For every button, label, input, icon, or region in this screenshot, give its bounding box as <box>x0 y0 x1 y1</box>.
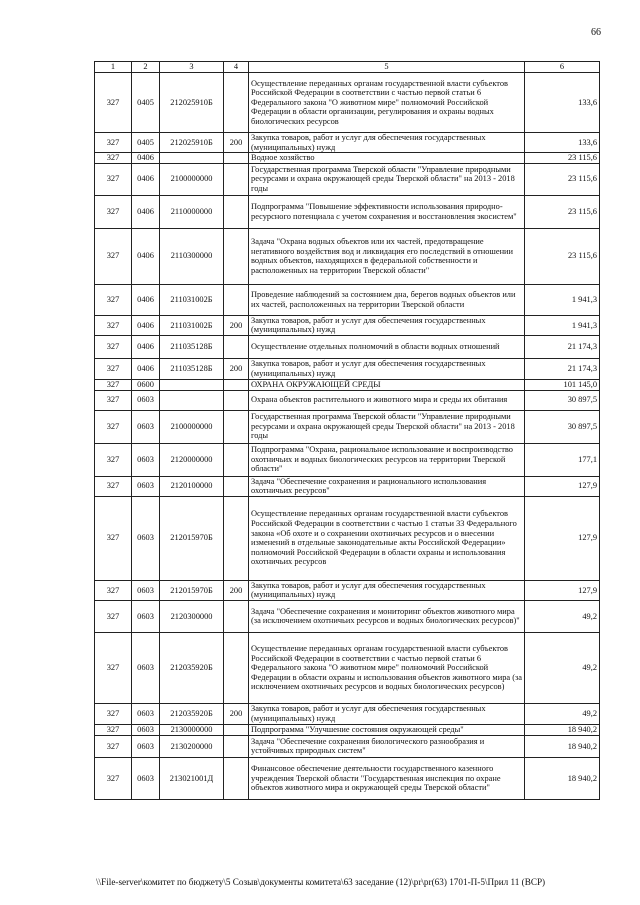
admin-code-cell: 327 <box>95 153 132 164</box>
table-row <box>95 724 600 735</box>
expense-type-cell <box>224 163 249 195</box>
expense-type-cell <box>224 390 249 410</box>
description-cell: Задача "Обеспечение сохранения биологического разнообразия и устойчивых природных систем" <box>249 735 525 757</box>
amount-cell: 30 897,5 <box>525 410 600 443</box>
target-article-cell <box>160 153 224 164</box>
expense-type-cell <box>224 600 249 632</box>
section-code-cell: 0603 <box>132 496 160 580</box>
description-cell: ОХРАНА ОКРУЖАЮЩЕЙ СРЕДЫ <box>249 379 525 390</box>
target-article-cell: 212025910Б <box>160 133 224 153</box>
description-cell: Задача "Обеспечение сохранения и рационального использования охотничьих ресурсов" <box>249 476 525 496</box>
target-article-cell: 2130000000 <box>160 724 224 735</box>
expense-type-cell <box>224 632 249 703</box>
target-article-cell: 213021001Д <box>160 757 224 799</box>
amount-cell: 18 940,2 <box>525 757 600 799</box>
admin-code-cell: 327 <box>95 358 132 379</box>
expense-type-cell: 200 <box>224 133 249 153</box>
target-article-cell: 2120300000 <box>160 600 224 632</box>
admin-code-cell: 327 <box>95 390 132 410</box>
amount-cell: 49,2 <box>525 600 600 632</box>
admin-code-cell: 327 <box>95 163 132 195</box>
section-code-cell: 0405 <box>132 73 160 133</box>
amount-cell: 177,1 <box>525 443 600 476</box>
description-cell: Закупка товаров, работ и услуг для обеспечения государственных (муниципальных) нужд <box>249 358 525 379</box>
amount-cell: 49,2 <box>525 632 600 703</box>
expense-type-cell <box>224 735 249 757</box>
description-cell: Закупка товаров, работ и услуг для обеспечения государственных (муниципальных) нужд <box>249 315 525 335</box>
section-code-cell: 0603 <box>132 443 160 476</box>
file-path-footer: \\File-server\комитет по бюджету\5 Созыв\документы комитета\63 заседание (12)\pr\pr(63) 1701-П-5\Прил 11 (ВСР) <box>96 877 546 887</box>
target-article-cell: 2120100000 <box>160 476 224 496</box>
header-cell: 4 <box>224 62 249 73</box>
description-cell: Подпрограмма "Охрана, рациональное использование и воспроизводство охотничьих и водных биологических ресурсов на территории Тверской области" <box>249 443 525 476</box>
amount-cell: 18 940,2 <box>525 735 600 757</box>
description-cell: Подпрограмма "Повышение эффективности использования природно-ресурсного потенциала с учетом сохранения и восстановления экосистем" <box>249 195 525 228</box>
target-article-cell: 212035920Б <box>160 632 224 703</box>
header-cell: 3 <box>160 62 224 73</box>
header-cell: 6 <box>525 62 600 73</box>
expense-type-cell <box>224 284 249 315</box>
table-row <box>95 600 600 632</box>
section-code-cell: 0406 <box>132 315 160 335</box>
section-code-cell: 0406 <box>132 284 160 315</box>
target-article-cell: 2110000000 <box>160 195 224 228</box>
admin-code-cell: 327 <box>95 757 132 799</box>
description-cell: Финансовое обеспечение деятельности государственного казенного учреждения Тверской области "Государственная инспекция по охране объектов животного мира и окружающей среды Тверской области" <box>249 757 525 799</box>
expense-type-cell: 200 <box>224 358 249 379</box>
expense-type-cell <box>224 73 249 133</box>
expense-type-cell <box>224 757 249 799</box>
target-article-cell: 211035128Б <box>160 358 224 379</box>
admin-code-cell: 327 <box>95 379 132 390</box>
amount-cell: 133,6 <box>525 73 600 133</box>
section-code-cell: 0406 <box>132 153 160 164</box>
admin-code-cell: 327 <box>95 315 132 335</box>
admin-code-cell: 327 <box>95 703 132 724</box>
amount-cell: 23 115,6 <box>525 228 600 284</box>
section-code-cell: 0603 <box>132 757 160 799</box>
expense-type-cell <box>224 195 249 228</box>
section-code-cell: 0600 <box>132 379 160 390</box>
description-cell: Подпрограмма "Улучшение состояния окружающей среды" <box>249 724 525 735</box>
table-row <box>95 757 600 799</box>
admin-code-cell: 327 <box>95 496 132 580</box>
expense-type-cell <box>224 476 249 496</box>
section-code-cell: 0603 <box>132 724 160 735</box>
description-cell: Осуществление отдельных полномочий в области водных отношений <box>249 335 525 358</box>
section-code-cell: 0603 <box>132 410 160 443</box>
description-cell: Государственная программа Тверской области "Управление природными ресурсами и охрана окружающей среды Тверской области" на 2013 - 2018 годы <box>249 410 525 443</box>
description-cell: Проведение наблюдений за состоянием дна, берегов водных объектов или их частей, расположенных на территории Тверской области <box>249 284 525 315</box>
expense-type-cell <box>224 724 249 735</box>
header-cell: 5 <box>249 62 525 73</box>
table-header-row <box>95 62 600 73</box>
target-article-cell: 212015970Б <box>160 580 224 600</box>
admin-code-cell: 327 <box>95 410 132 443</box>
table-row <box>95 580 600 600</box>
description-cell: Задача "Охрана водных объектов или их частей, предотвращение негативного воздействия вод и ликвидация его последствий в отношении водных объектов, находящихся в федеральной собственности и расположенных на территории Тверской области" <box>249 228 525 284</box>
admin-code-cell: 327 <box>95 228 132 284</box>
target-article-cell: 2110300000 <box>160 228 224 284</box>
table-row <box>95 379 600 390</box>
table-row <box>95 476 600 496</box>
amount-cell: 23 115,6 <box>525 195 600 228</box>
description-cell: Осуществление переданных органам государственной власти субъектов Российской Федерации в соответствии с частью первой статьи 6 Федерального закона "О животном мире" полномочий Российской Федерации в области организации, регулирования и охраны водных биологических ресурсов <box>249 73 525 133</box>
target-article-cell: 2100000000 <box>160 410 224 443</box>
table-row <box>95 315 600 335</box>
target-article-cell: 2130200000 <box>160 735 224 757</box>
expense-type-cell: 200 <box>224 315 249 335</box>
table-row <box>95 703 600 724</box>
section-code-cell: 0603 <box>132 735 160 757</box>
amount-cell: 49,2 <box>525 703 600 724</box>
expense-type-cell: 200 <box>224 580 249 600</box>
target-article-cell: 212015970Б <box>160 496 224 580</box>
target-article-cell: 2120000000 <box>160 443 224 476</box>
section-code-cell: 0406 <box>132 358 160 379</box>
admin-code-cell: 327 <box>95 443 132 476</box>
table-row <box>95 410 600 443</box>
admin-code-cell: 327 <box>95 195 132 228</box>
table-row <box>95 390 600 410</box>
target-article-cell <box>160 379 224 390</box>
table-row <box>95 735 600 757</box>
target-article-cell: 211031002Б <box>160 284 224 315</box>
table-row <box>95 335 600 358</box>
amount-cell: 23 115,6 <box>525 153 600 164</box>
amount-cell: 127,9 <box>525 580 600 600</box>
table-row <box>95 358 600 379</box>
table-row <box>95 195 600 228</box>
table-row <box>95 153 600 164</box>
amount-cell: 133,6 <box>525 133 600 153</box>
budget-table <box>94 61 600 800</box>
amount-cell: 1 941,3 <box>525 315 600 335</box>
header-cell: 1 <box>95 62 132 73</box>
section-code-cell: 0603 <box>132 632 160 703</box>
expense-type-cell <box>224 335 249 358</box>
amount-cell: 101 145,0 <box>525 379 600 390</box>
admin-code-cell: 327 <box>95 476 132 496</box>
section-code-cell: 0603 <box>132 600 160 632</box>
expense-type-cell <box>224 228 249 284</box>
table-row <box>95 632 600 703</box>
description-cell: Охрана объектов растительного и животного мира и среды их обитания <box>249 390 525 410</box>
section-code-cell: 0406 <box>132 228 160 284</box>
target-article-cell: 212035920Б <box>160 703 224 724</box>
admin-code-cell: 327 <box>95 580 132 600</box>
section-code-cell: 0603 <box>132 390 160 410</box>
admin-code-cell: 327 <box>95 133 132 153</box>
target-article-cell: 211035128Б <box>160 335 224 358</box>
expense-type-cell: 200 <box>224 703 249 724</box>
admin-code-cell: 327 <box>95 735 132 757</box>
table-row <box>95 496 600 580</box>
target-article-cell: 212025910Б <box>160 73 224 133</box>
description-cell: Осуществление переданных органам государственной власти субъектов Российской Федерации в соответствии с частью 1 статьи 33 Федерального закона «Об охоте и о сохранении охотничьих ресурсов и о внесении изменений в отдельные законодательные акты Российской Федерации» полномочий Российской Федерации в области охраны и использования охотничьих ресурсов <box>249 496 525 580</box>
description-cell: Закупка товаров, работ и услуг для обеспечения государственных (муниципальных) нужд <box>249 133 525 153</box>
admin-code-cell: 327 <box>95 724 132 735</box>
target-article-cell: 211031002Б <box>160 315 224 335</box>
admin-code-cell: 327 <box>95 73 132 133</box>
target-article-cell <box>160 390 224 410</box>
admin-code-cell: 327 <box>95 335 132 358</box>
admin-code-cell: 327 <box>95 284 132 315</box>
expense-type-cell <box>224 410 249 443</box>
expense-type-cell <box>224 153 249 164</box>
page-number: 66 <box>591 27 601 38</box>
table-row <box>95 284 600 315</box>
expense-type-cell <box>224 443 249 476</box>
amount-cell: 18 940,2 <box>525 724 600 735</box>
amount-cell: 21 174,3 <box>525 358 600 379</box>
amount-cell: 21 174,3 <box>525 335 600 358</box>
target-article-cell: 2100000000 <box>160 163 224 195</box>
admin-code-cell: 327 <box>95 600 132 632</box>
expense-type-cell <box>224 496 249 580</box>
header-cell: 2 <box>132 62 160 73</box>
description-cell: Закупка товаров, работ и услуг для обеспечения государственных (муниципальных) нужд <box>249 580 525 600</box>
amount-cell: 1 941,3 <box>525 284 600 315</box>
description-cell: Водное хозяйство <box>249 153 525 164</box>
description-cell: Задача "Обеспечение сохранения и мониторинг объектов животного мира (за исключением охотничьих ресурсов и водных биологических ресурсов)" <box>249 600 525 632</box>
table-row <box>95 73 600 133</box>
budget-table-body <box>95 73 600 800</box>
section-code-cell: 0406 <box>132 195 160 228</box>
description-cell: Закупка товаров, работ и услуг для обеспечения государственных (муниципальных) нужд <box>249 703 525 724</box>
description-cell: Осуществление переданных органам государственной власти субъектов Российской Федерации в соответствии с частью первой статьи 6 Федерального закона "О животном мире" полномочий Российской Федерации в области охраны и использования объектов животного мира (за исключением охотничьих ресурсов и водных биологических ресурсов) <box>249 632 525 703</box>
section-code-cell: 0406 <box>132 335 160 358</box>
section-code-cell: 0406 <box>132 163 160 195</box>
description-cell: Государственная программа Тверской области "Управление природными ресурсами и охрана окружающей среды Тверской области" на 2013 - 2018 годы <box>249 163 525 195</box>
table-row <box>95 443 600 476</box>
table-row <box>95 163 600 195</box>
expense-type-cell <box>224 379 249 390</box>
amount-cell: 23 115,6 <box>525 163 600 195</box>
amount-cell: 127,9 <box>525 476 600 496</box>
amount-cell: 30 897,5 <box>525 390 600 410</box>
admin-code-cell: 327 <box>95 632 132 703</box>
section-code-cell: 0603 <box>132 703 160 724</box>
amount-cell: 127,9 <box>525 496 600 580</box>
section-code-cell: 0603 <box>132 580 160 600</box>
section-code-cell: 0405 <box>132 133 160 153</box>
table-row <box>95 228 600 284</box>
section-code-cell: 0603 <box>132 476 160 496</box>
table-row <box>95 133 600 153</box>
